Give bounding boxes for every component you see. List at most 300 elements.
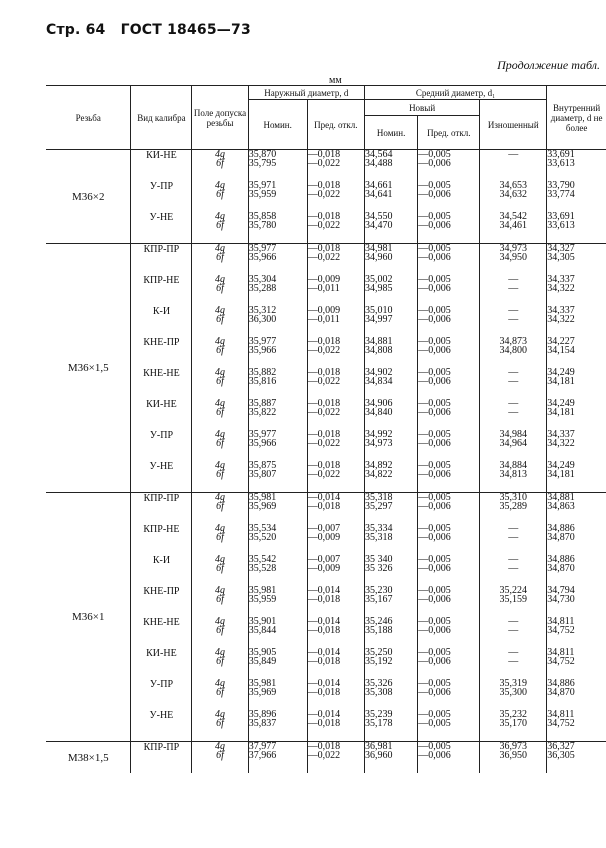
tolerance-cell-value: 4g bbox=[215, 492, 226, 503]
inner-cell-value: 34,249 bbox=[547, 367, 575, 378]
inner-cell-value: 33,691 bbox=[547, 211, 575, 222]
pitch-nom-cell-value: 34,470 bbox=[364, 220, 393, 231]
worn-cell-value: — bbox=[508, 554, 519, 565]
table-row bbox=[46, 244, 606, 276]
pitch-nom-cell-value: 35,318 bbox=[364, 492, 393, 503]
table-row bbox=[46, 648, 606, 679]
outer-nom-cell-value: 35,875 bbox=[248, 460, 277, 471]
outer-nom-cell-value: 35,870 bbox=[248, 149, 277, 160]
pitch-dev-cell-value: —0,006 bbox=[418, 563, 451, 574]
gauge-type-cell: К-И bbox=[131, 555, 192, 586]
gauge-type-cell: КПР-НЕ bbox=[131, 275, 192, 306]
worn-cell-value: — bbox=[508, 367, 519, 378]
tolerance-cell-value: 6f bbox=[216, 314, 224, 325]
pitch-dev-cell bbox=[418, 648, 480, 679]
gauge-dimensions-table bbox=[46, 85, 606, 773]
page-number: Стр. 64 bbox=[46, 22, 106, 38]
inner-cell-value: 34,886 bbox=[547, 554, 575, 565]
outer-dev-cell-value: —0,011 bbox=[307, 283, 340, 294]
outer-nom-cell bbox=[248, 181, 307, 212]
outer-dev-cell bbox=[307, 181, 364, 212]
table-row bbox=[46, 524, 606, 555]
outer-nom-cell-value: 35,977 bbox=[248, 429, 277, 440]
outer-dev-cell bbox=[307, 244, 364, 276]
worn-cell-value: 34,984 bbox=[499, 429, 528, 440]
inner-cell-value: 34,154 bbox=[547, 345, 575, 356]
tolerance-cell-value: 4g bbox=[215, 741, 226, 752]
outer-dev-cell-value: —0,011 bbox=[307, 314, 340, 325]
pitch-nom-cell bbox=[364, 399, 417, 430]
outer-nom-cell-value: 36,300 bbox=[248, 314, 277, 325]
outer-dev-cell-value: —0,018 bbox=[307, 594, 341, 605]
outer-dev-cell-value: —0,014 bbox=[307, 492, 341, 503]
worn-cell-value: 34,973 bbox=[499, 243, 528, 254]
outer-nom-cell-value: 35,542 bbox=[248, 554, 277, 565]
col-pitch-nom: Номин. bbox=[364, 116, 417, 150]
inner-cell-value: 34,181 bbox=[547, 469, 575, 480]
outer-nom-cell-value: 35,901 bbox=[248, 616, 277, 627]
outer-dev-cell-value: —0,018 bbox=[307, 429, 341, 440]
pitch-nom-cell-value: 36,960 bbox=[364, 750, 393, 761]
outer-nom-cell bbox=[248, 617, 307, 648]
pitch-nom-cell bbox=[364, 150, 417, 182]
tolerance-cell bbox=[192, 648, 248, 679]
pitch-nom-cell-value: 34,822 bbox=[364, 469, 393, 480]
pitch-dev-cell bbox=[418, 399, 480, 430]
gauge-type-cell: У-НЕ bbox=[131, 710, 192, 742]
inner-cell-value: 34,870 bbox=[547, 563, 575, 574]
pitch-nom-cell bbox=[364, 524, 417, 555]
pitch-dev-cell-value: —0,006 bbox=[418, 345, 451, 356]
worn-cell-value: 34,813 bbox=[499, 469, 528, 480]
outer-dev-cell-value: —0,014 bbox=[307, 678, 341, 689]
pitch-nom-cell bbox=[364, 244, 417, 276]
pitch-dev-cell-value: —0,006 bbox=[418, 252, 451, 263]
tolerance-cell bbox=[192, 212, 248, 244]
pitch-nom-cell-value: 34,564 bbox=[364, 149, 393, 160]
tolerance-cell-value: 6f bbox=[216, 656, 224, 667]
pitch-nom-cell bbox=[364, 181, 417, 212]
outer-dev-cell-value: —0,022 bbox=[307, 220, 341, 231]
tolerance-cell-value: 6f bbox=[216, 252, 224, 263]
pitch-dev-cell-value: —0,005 bbox=[418, 585, 451, 596]
gauge-type-cell: У-ПР bbox=[131, 679, 192, 710]
worn-cell bbox=[480, 679, 547, 710]
pitch-nom-cell-value: 35,246 bbox=[364, 616, 393, 627]
outer-nom-cell-value: 35,528 bbox=[248, 563, 277, 574]
worn-cell-value: — bbox=[508, 523, 519, 534]
gauge-type-cell: КНЕ-ПР bbox=[131, 337, 192, 368]
worn-cell-value: 34,873 bbox=[499, 336, 528, 347]
worn-cell bbox=[480, 555, 547, 586]
gauge-type-cell: КНЕ-НЕ bbox=[131, 617, 192, 648]
outer-dev-cell bbox=[307, 337, 364, 368]
worn-cell-value: 35,300 bbox=[499, 687, 528, 698]
pitch-nom-cell-value: 35,230 bbox=[364, 585, 393, 596]
inner-cell bbox=[547, 493, 606, 525]
pitch-nom-cell-value: 34,550 bbox=[364, 211, 393, 222]
tolerance-cell-value: 4g bbox=[215, 523, 226, 534]
col-outer-diameter: Наружный диаметр, d bbox=[248, 86, 364, 100]
thread-cell: M36×2 bbox=[71, 190, 105, 203]
pitch-dev-cell bbox=[418, 555, 480, 586]
worn-cell-value: 35,319 bbox=[499, 678, 528, 689]
outer-nom-cell bbox=[248, 648, 307, 679]
tolerance-cell bbox=[192, 493, 248, 525]
outer-nom-cell-value: 35,780 bbox=[248, 220, 277, 231]
gauge-type-cell: КПР-ПР bbox=[131, 244, 192, 276]
inner-cell-value: 33,790 bbox=[547, 180, 575, 191]
pitch-nom-cell-value: 35,250 bbox=[364, 647, 393, 658]
pitch-dev-cell bbox=[418, 586, 480, 617]
unit-label: мм bbox=[329, 75, 342, 86]
pitch-nom-cell-value: 35,178 bbox=[364, 718, 393, 729]
inner-cell-value: 34,881 bbox=[547, 492, 575, 503]
outer-nom-cell-value: 37,977 bbox=[248, 741, 277, 752]
pitch-nom-cell bbox=[364, 275, 417, 306]
outer-dev-cell-value: —0,018 bbox=[307, 656, 341, 667]
table-row bbox=[46, 742, 606, 774]
outer-nom-cell-value: 35,981 bbox=[248, 585, 277, 596]
pitch-nom-cell-value: 34,981 bbox=[364, 243, 393, 254]
pitch-dev-cell-value: —0,005 bbox=[418, 678, 451, 689]
table-row bbox=[46, 679, 606, 710]
tolerance-cell-value: 4g bbox=[215, 616, 226, 627]
tolerance-cell-value: 6f bbox=[216, 594, 224, 605]
table-row bbox=[46, 368, 606, 399]
table-row bbox=[46, 212, 606, 244]
pitch-dev-cell bbox=[418, 430, 480, 461]
col-new: Новый bbox=[364, 100, 479, 116]
outer-dev-cell-value: —0,009 bbox=[307, 563, 341, 574]
pitch-nom-cell-value: 35,308 bbox=[364, 687, 393, 698]
tolerance-cell-value: 6f bbox=[216, 407, 224, 418]
gauge-type-cell: КПР-ПР bbox=[131, 742, 192, 774]
pitch-dev-cell bbox=[418, 212, 480, 244]
worn-cell bbox=[480, 275, 547, 306]
table-row bbox=[46, 555, 606, 586]
outer-dev-cell-value: —0,014 bbox=[307, 616, 341, 627]
tolerance-cell bbox=[192, 679, 248, 710]
outer-nom-cell bbox=[248, 493, 307, 525]
inner-cell-value: 34,249 bbox=[547, 398, 575, 409]
pitch-nom-cell-value: 35,334 bbox=[364, 523, 393, 534]
worn-cell-value: 34,800 bbox=[499, 345, 528, 356]
outer-dev-cell bbox=[307, 617, 364, 648]
outer-nom-cell bbox=[248, 524, 307, 555]
worn-cell bbox=[480, 181, 547, 212]
tolerance-cell-value: 6f bbox=[216, 438, 224, 449]
pitch-dev-cell-value: —0,005 bbox=[418, 149, 451, 160]
tolerance-cell-value: 6f bbox=[216, 158, 224, 169]
thread-cell: M36×1,5 bbox=[46, 244, 131, 493]
outer-dev-cell-value: —0,018 bbox=[307, 180, 341, 191]
outer-nom-cell-value: 35,896 bbox=[248, 709, 277, 720]
pitch-dev-cell bbox=[418, 368, 480, 399]
outer-nom-cell bbox=[248, 742, 307, 774]
tolerance-cell-value: 6f bbox=[216, 718, 224, 729]
pitch-dev-cell-value: —0,005 bbox=[418, 398, 451, 409]
pitch-dev-cell bbox=[418, 244, 480, 276]
pitch-dev-cell bbox=[418, 181, 480, 212]
worn-cell-value bbox=[480, 159, 546, 168]
pitch-nom-cell-value: 35,167 bbox=[364, 594, 393, 605]
inner-cell-value: 36,305 bbox=[547, 750, 575, 761]
pitch-nom-cell-value: 34,808 bbox=[364, 345, 393, 356]
tolerance-cell bbox=[192, 710, 248, 742]
outer-nom-cell-value: 35,304 bbox=[248, 274, 277, 285]
outer-nom-cell bbox=[248, 212, 307, 244]
pitch-dev-cell-value: —0,006 bbox=[418, 314, 451, 325]
pitch-nom-cell bbox=[364, 493, 417, 525]
worn-cell bbox=[480, 524, 547, 555]
pitch-nom-cell bbox=[364, 461, 417, 493]
tolerance-cell bbox=[192, 430, 248, 461]
inner-cell-value: 34,870 bbox=[547, 532, 575, 543]
pitch-nom-cell-value: 34,997 bbox=[364, 314, 393, 325]
tolerance-cell bbox=[192, 275, 248, 306]
tolerance-cell bbox=[192, 150, 248, 182]
col-worn: Изношенный bbox=[480, 100, 547, 150]
table-body bbox=[46, 150, 606, 774]
tolerance-cell-value: 4g bbox=[215, 647, 226, 658]
outer-dev-cell-value: —0,018 bbox=[307, 211, 341, 222]
inner-cell-value: 34,322 bbox=[547, 283, 575, 294]
outer-dev-cell-value: —0,022 bbox=[307, 252, 341, 263]
pitch-dev-cell bbox=[418, 524, 480, 555]
tolerance-cell-value: 4g bbox=[215, 678, 226, 689]
col-tolerance: Поле допуска резьбы bbox=[192, 86, 248, 150]
pitch-dev-cell bbox=[418, 493, 480, 525]
inner-cell-value: 33,774 bbox=[547, 189, 575, 200]
tolerance-cell bbox=[192, 337, 248, 368]
tolerance-cell-value: 6f bbox=[216, 469, 224, 480]
outer-nom-cell-value: 35,966 bbox=[248, 252, 277, 263]
outer-nom-cell bbox=[248, 461, 307, 493]
worn-cell-value: — bbox=[508, 647, 519, 658]
outer-dev-cell-value: —0,009 bbox=[307, 274, 341, 285]
outer-nom-cell bbox=[248, 368, 307, 399]
pitch-nom-cell-value: 35,326 bbox=[364, 678, 393, 689]
outer-dev-cell bbox=[307, 150, 364, 182]
inner-cell-value: 34,181 bbox=[547, 407, 575, 418]
inner-cell bbox=[547, 181, 606, 212]
pitch-dev-cell-value: —0,006 bbox=[418, 407, 451, 418]
inner-cell-value: 34,870 bbox=[547, 687, 575, 698]
pitch-dev-cell-value: —0,005 bbox=[418, 336, 451, 347]
worn-cell bbox=[480, 430, 547, 461]
table-row bbox=[46, 430, 606, 461]
pitch-nom-cell-value: 35,188 bbox=[364, 625, 393, 636]
thread-cell: M38×1,5 bbox=[46, 742, 131, 774]
worn-cell-value: — bbox=[508, 149, 519, 160]
outer-dev-cell bbox=[307, 555, 364, 586]
tolerance-cell-value: 4g bbox=[215, 398, 226, 409]
inner-cell bbox=[547, 586, 606, 617]
pitch-dev-cell bbox=[418, 150, 480, 182]
outer-dev-cell-value: —0,022 bbox=[307, 158, 341, 169]
pitch-dev-cell-value: —0,005 bbox=[418, 211, 451, 222]
pitch-nom-cell-value: 34,960 bbox=[364, 252, 393, 263]
outer-dev-cell-value: —0,018 bbox=[307, 460, 341, 471]
inner-cell-value: 34,752 bbox=[547, 718, 575, 729]
outer-nom-cell bbox=[248, 306, 307, 337]
tolerance-cell-value: 4g bbox=[215, 367, 226, 378]
pitch-nom-cell-value: 35 340 bbox=[364, 554, 393, 565]
col-gauge: Вид калибра bbox=[131, 86, 192, 150]
outer-dev-cell-value: —0,018 bbox=[307, 625, 341, 636]
worn-cell-value: 34,964 bbox=[499, 438, 528, 449]
worn-cell bbox=[480, 368, 547, 399]
pitch-nom-cell bbox=[364, 555, 417, 586]
pitch-nom-cell bbox=[364, 710, 417, 742]
pitch-nom-cell bbox=[364, 212, 417, 244]
outer-nom-cell bbox=[248, 679, 307, 710]
pitch-dev-cell-value: —0,005 bbox=[418, 460, 451, 471]
outer-dev-cell-value: —0,014 bbox=[307, 709, 341, 720]
worn-cell-value: — bbox=[508, 407, 519, 418]
tolerance-cell bbox=[192, 306, 248, 337]
col-outer-nom: Номин. bbox=[248, 100, 307, 150]
inner-cell bbox=[547, 212, 606, 244]
outer-nom-cell-value: 35,816 bbox=[248, 376, 277, 387]
pitch-dev-cell-value: —0,006 bbox=[418, 438, 451, 449]
tolerance-cell bbox=[192, 461, 248, 493]
worn-cell-value: 34,884 bbox=[499, 460, 528, 471]
outer-dev-cell-value: —0,014 bbox=[307, 585, 341, 596]
outer-dev-cell-value: —0,022 bbox=[307, 189, 341, 200]
tolerance-cell-value: 6f bbox=[216, 750, 224, 761]
pitch-dev-cell-value: —0,006 bbox=[418, 376, 451, 387]
standard-number: ГОСТ 18465—73 bbox=[120, 22, 251, 38]
pitch-nom-cell-value: 34,488 bbox=[364, 158, 393, 169]
inner-cell-value: 34,322 bbox=[547, 438, 575, 449]
worn-cell-value: — bbox=[508, 616, 519, 627]
outer-nom-cell-value: 35,959 bbox=[248, 189, 277, 200]
pitch-dev-cell-value: —0,006 bbox=[418, 189, 451, 200]
tolerance-cell-value: 4g bbox=[215, 149, 226, 160]
outer-nom-cell-value: 35,977 bbox=[248, 336, 277, 347]
worn-cell bbox=[480, 306, 547, 337]
inner-cell bbox=[547, 430, 606, 461]
inner-cell-value: 36,327 bbox=[547, 741, 575, 752]
pitch-nom-cell-value: 34,834 bbox=[364, 376, 393, 387]
pitch-dev-cell-value: —0,005 bbox=[418, 616, 451, 627]
tolerance-cell-value: 6f bbox=[216, 283, 224, 294]
outer-dev-cell bbox=[307, 430, 364, 461]
pitch-nom-cell bbox=[364, 617, 417, 648]
worn-cell-value: 34,950 bbox=[499, 252, 528, 263]
gauge-type-cell: КНЕ-ПР bbox=[131, 586, 192, 617]
pitch-dev-cell-value: —0,006 bbox=[418, 158, 451, 169]
inner-cell-value: 34,863 bbox=[547, 501, 575, 512]
inner-cell-value: 34,227 bbox=[547, 336, 575, 347]
outer-dev-cell-value: —0,018 bbox=[307, 336, 341, 347]
outer-dev-cell bbox=[307, 710, 364, 742]
tolerance-cell-value: 4g bbox=[215, 709, 226, 720]
pitch-nom-cell-value: 34,992 bbox=[364, 429, 393, 440]
table-row bbox=[46, 461, 606, 493]
worn-cell-value: — bbox=[508, 314, 519, 325]
pitch-nom-cell-value: 34,892 bbox=[364, 460, 393, 471]
gauge-type-cell: КНЕ-НЕ bbox=[131, 368, 192, 399]
tolerance-cell-value: 6f bbox=[216, 189, 224, 200]
worn-cell-value: — bbox=[508, 625, 519, 636]
outer-dev-cell-value: —0,014 bbox=[307, 647, 341, 658]
tolerance-cell bbox=[192, 399, 248, 430]
col-pitch-diameter: Средний диаметр, d₁ bbox=[364, 86, 546, 100]
table-row bbox=[46, 337, 606, 368]
continuation-note: Продолжение табл. bbox=[497, 58, 600, 72]
outer-dev-cell-value: —0,018 bbox=[307, 741, 341, 752]
tolerance-cell-value: 6f bbox=[216, 376, 224, 387]
inner-cell-value: 34,337 bbox=[547, 274, 575, 285]
inner-cell bbox=[547, 244, 606, 276]
outer-nom-cell bbox=[248, 399, 307, 430]
table-row bbox=[46, 617, 606, 648]
pitch-nom-cell-value: 35,239 bbox=[364, 709, 393, 720]
outer-nom-cell-value: 35,312 bbox=[248, 305, 277, 316]
worn-cell-value: — bbox=[508, 656, 519, 667]
pitch-dev-cell bbox=[418, 617, 480, 648]
outer-nom-cell-value: 35,981 bbox=[248, 678, 277, 689]
worn-cell bbox=[480, 150, 547, 182]
inner-cell-value: 34,181 bbox=[547, 376, 575, 387]
outer-dev-cell-value: —0,007 bbox=[307, 523, 341, 534]
tolerance-cell bbox=[192, 742, 248, 774]
worn-cell bbox=[480, 617, 547, 648]
pitch-dev-cell-value: —0,005 bbox=[418, 492, 451, 503]
tolerance-cell-value: 6f bbox=[216, 532, 224, 543]
outer-nom-cell-value: 35,288 bbox=[248, 283, 277, 294]
pitch-nom-cell bbox=[364, 586, 417, 617]
table-row bbox=[46, 399, 606, 430]
table-row bbox=[46, 150, 606, 182]
worn-cell-value: — bbox=[508, 305, 519, 316]
pitch-nom-cell bbox=[364, 306, 417, 337]
outer-nom-cell-value: 35,966 bbox=[248, 345, 277, 356]
worn-cell-value: — bbox=[508, 274, 519, 285]
pitch-dev-cell bbox=[418, 337, 480, 368]
worn-cell bbox=[480, 648, 547, 679]
inner-cell-value: 34,811 bbox=[547, 616, 575, 627]
table-row bbox=[46, 710, 606, 742]
outer-nom-cell-value: 35,807 bbox=[248, 469, 277, 480]
inner-cell bbox=[547, 524, 606, 555]
outer-dev-cell bbox=[307, 275, 364, 306]
tolerance-cell bbox=[192, 368, 248, 399]
worn-cell-value: — bbox=[508, 376, 519, 387]
gauge-type-cell: КПР-ПР bbox=[131, 493, 192, 525]
col-inner-diameter: Внутренний диаметр, d не более bbox=[547, 86, 606, 150]
outer-dev-cell bbox=[307, 648, 364, 679]
pitch-nom-cell-value: 34,641 bbox=[364, 189, 393, 200]
worn-cell bbox=[480, 742, 547, 774]
outer-nom-cell-value: 35,969 bbox=[248, 501, 277, 512]
outer-dev-cell-value: —0,022 bbox=[307, 407, 341, 418]
pitch-nom-cell bbox=[364, 430, 417, 461]
outer-nom-cell-value: 35,966 bbox=[248, 438, 277, 449]
outer-dev-cell bbox=[307, 493, 364, 525]
pitch-dev-cell-value: —0,005 bbox=[418, 741, 451, 752]
outer-nom-cell-value: 35,977 bbox=[248, 243, 277, 254]
outer-nom-cell-value: 35,837 bbox=[248, 718, 277, 729]
inner-cell bbox=[547, 399, 606, 430]
outer-nom-cell bbox=[248, 430, 307, 461]
pitch-dev-cell bbox=[418, 461, 480, 493]
inner-cell bbox=[547, 368, 606, 399]
pitch-nom-cell-value: 34,985 bbox=[364, 283, 393, 294]
